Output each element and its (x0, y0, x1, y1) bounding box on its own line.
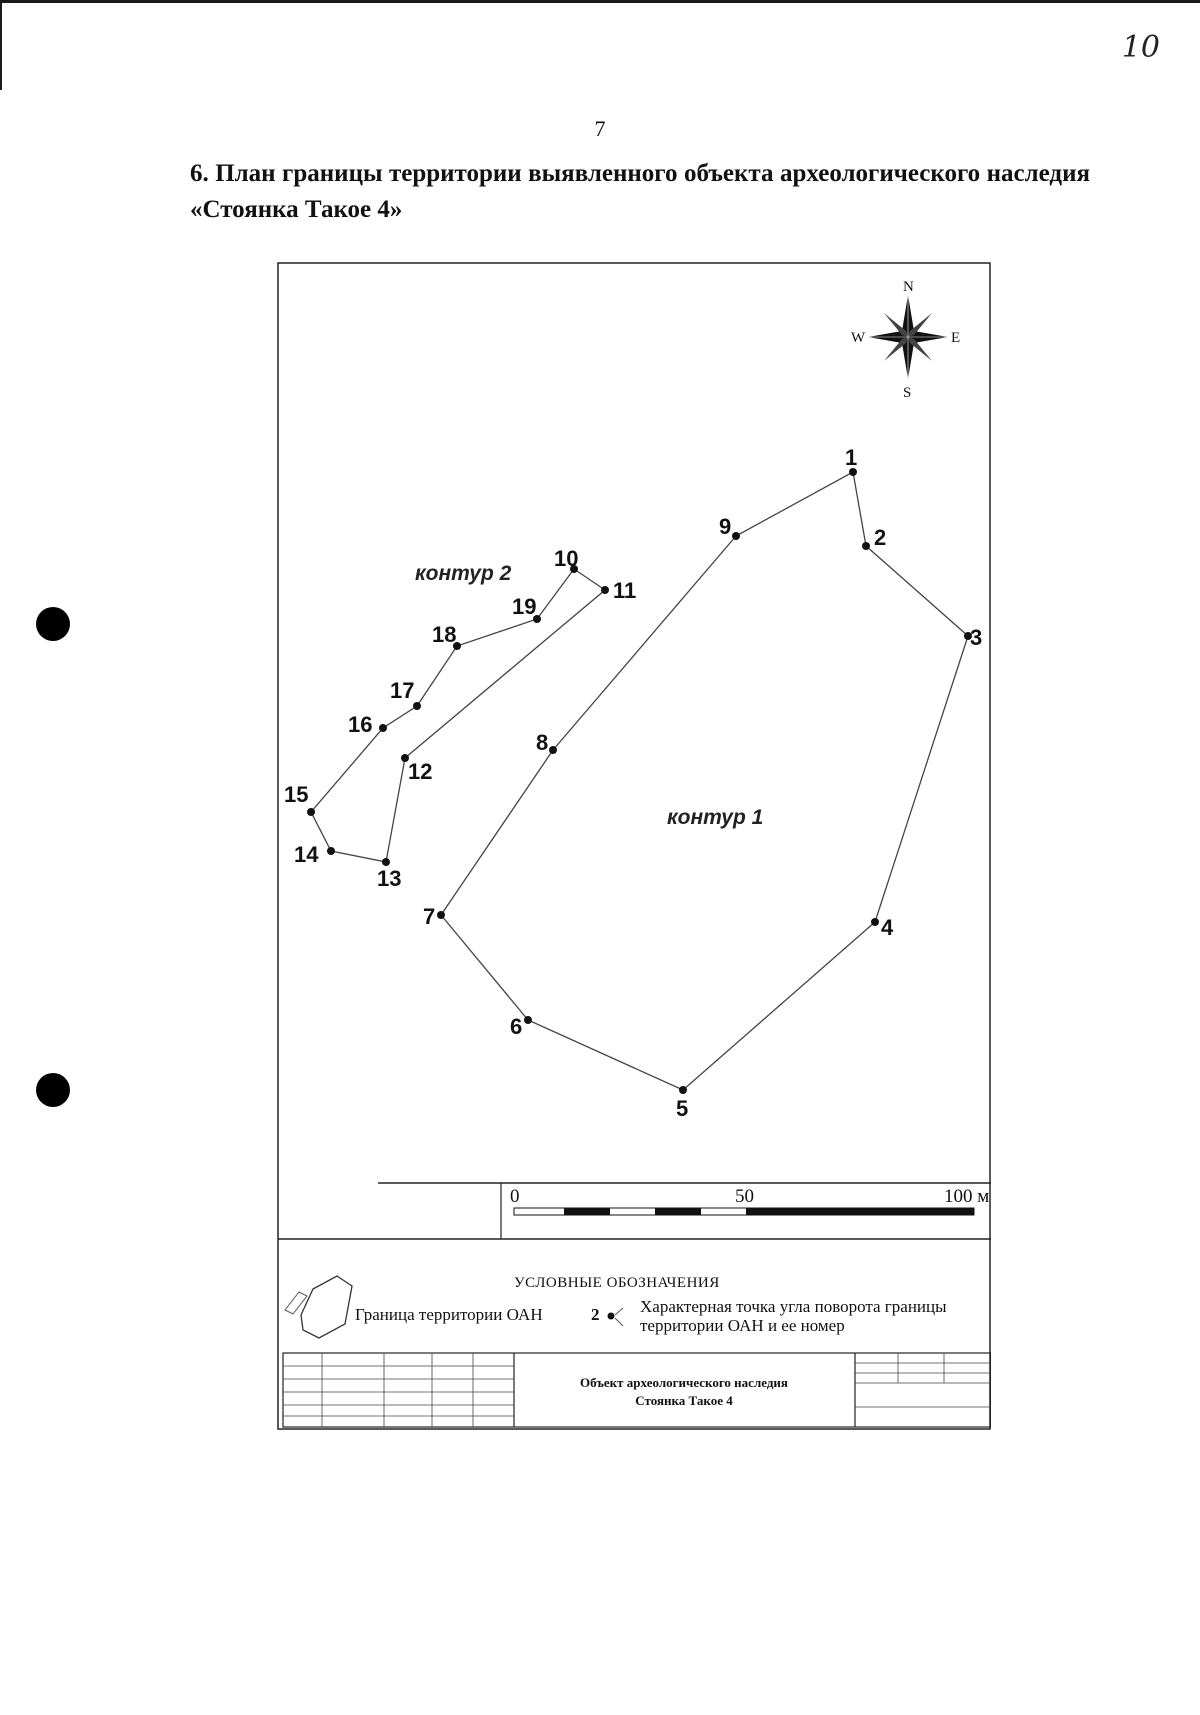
boundary-point (327, 847, 335, 855)
handwritten-sheet-number: 10 (1121, 30, 1160, 65)
contour-1-points (423, 445, 982, 1121)
point-label: 7 (423, 904, 436, 929)
top-rule (0, 0, 1200, 3)
point-label: 6 (510, 1014, 523, 1039)
legend-title: УСЛОВНЫЕ ОБОЗНАЧЕНИЯ (514, 1275, 720, 1291)
boundary-point (437, 911, 445, 919)
boundary-point (379, 724, 387, 732)
scale-bar (378, 1183, 991, 1239)
title-block-stamp (283, 1353, 991, 1427)
punch-hole-icon (36, 1073, 70, 1107)
legend-point-line2: территории ОАН и ее номер (640, 1316, 845, 1335)
boundary-point (601, 586, 609, 594)
compass-e-label: E (951, 330, 961, 346)
boundary-point (307, 808, 315, 816)
contour-2-label: контур 2 (415, 562, 512, 585)
section-heading: 6. План границы территории выявленного объекта археологического наследия «Стоянка Такое 4» (190, 160, 1090, 223)
contour-1-boundary (441, 472, 968, 1090)
point-label: 14 (294, 842, 319, 867)
legend-point-line1: Характерная точка угла поворота границы (640, 1297, 947, 1316)
contour-2-points (284, 546, 636, 891)
map-frame-border (278, 263, 990, 1429)
compass-rose-icon (851, 279, 960, 401)
page-number: 7 (594, 116, 606, 141)
boundary-point (862, 542, 870, 550)
compass-n-label: N (903, 279, 914, 295)
boundary-point (679, 1086, 687, 1094)
map-legend (285, 1275, 947, 1338)
point-label: 16 (348, 712, 373, 737)
point-label: 1 (845, 445, 858, 470)
legend-boundary-text: Граница территории ОАН (355, 1305, 543, 1324)
point-label: 10 (554, 546, 579, 571)
point-label: 8 (536, 730, 549, 755)
point-label: 17 (390, 678, 415, 703)
stamp-title-line2: Стоянка Такое 4 (635, 1393, 733, 1408)
boundary-plan-map (277, 262, 991, 1432)
boundary-point (871, 918, 879, 926)
boundary-point (549, 746, 557, 754)
map-svg (277, 262, 991, 1432)
point-label: 4 (881, 915, 894, 940)
punch-hole-icon (36, 607, 70, 641)
point-legend-icon (608, 1313, 615, 1320)
scale-label-0: 0 (510, 1186, 520, 1207)
stamp-title-line1: Объект археологического наследия (580, 1375, 788, 1390)
legend-point-sample-number: 2 (591, 1305, 600, 1324)
compass-w-label: W (851, 330, 866, 346)
point-label: 13 (377, 866, 402, 891)
scale-label-100: 100 м (944, 1186, 990, 1207)
point-label: 12 (408, 759, 433, 784)
point-label: 2 (874, 525, 887, 550)
boundary-point (413, 702, 421, 710)
scale-label-50: 50 (735, 1186, 754, 1207)
point-label: 18 (432, 622, 457, 647)
point-label: 15 (284, 782, 309, 807)
point-label: 11 (613, 578, 637, 603)
boundary-point (382, 858, 390, 866)
compass-s-label: S (903, 385, 912, 401)
point-label: 19 (512, 594, 537, 619)
boundary-legend-icon (301, 1276, 352, 1338)
point-label: 5 (676, 1096, 689, 1121)
boundary-point (524, 1016, 532, 1024)
boundary-point (732, 532, 740, 540)
point-label: 3 (970, 625, 983, 650)
left-rule (0, 0, 2, 90)
contour-1-label: контур 1 (667, 806, 764, 829)
point-label: 9 (719, 514, 732, 539)
